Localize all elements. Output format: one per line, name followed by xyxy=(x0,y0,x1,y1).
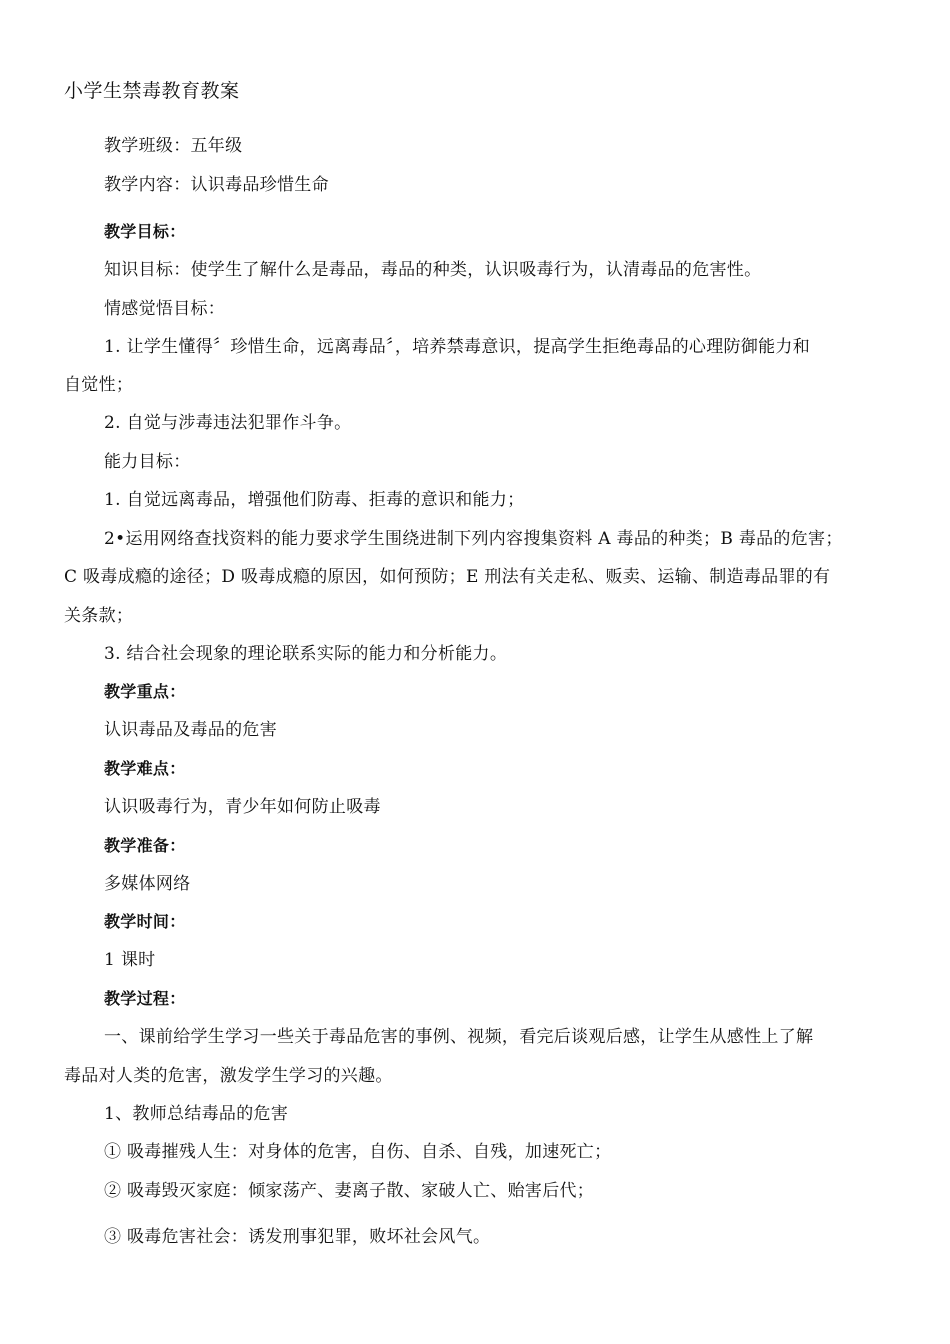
emotional-objective-heading: 情感觉悟目标： xyxy=(104,299,226,319)
difficulty-text: 认识吸毒行为，青少年如何防止吸毒 xyxy=(104,797,381,817)
preparation-heading: 教学准备： xyxy=(104,836,186,855)
time-text: 1 课时 xyxy=(104,950,156,970)
key-point-text: 认识毒品及毒品的危害 xyxy=(104,720,277,740)
difficulty-heading: 教学难点： xyxy=(104,759,186,778)
objectives-heading: 教学目标： xyxy=(104,222,186,241)
emotional-objective-1-line-1: 1. 让学生懂得〞珍惜生命，远离毒品〞，培养禁毒意识，提高学生拒绝毒品的心理防御能力和 xyxy=(104,337,811,357)
content-line: 教学内容：认识毒品珍惜生命 xyxy=(104,175,329,195)
key-point-heading: 教学重点： xyxy=(104,682,186,701)
ability-objective-3: 3. 结合社会现象的理论联系实际的能力和分析能力。 xyxy=(104,644,508,664)
time-heading: 教学时间： xyxy=(104,912,186,931)
ability-objective-2-line-1: 2•运用网络查找资料的能力要求学生围绕进制下列内容搜集资料 A 毒品的种类；B 毒品的危害； xyxy=(104,529,843,549)
ability-objective-2-line-2: C 吸毒成瘾的途径；D 吸毒成瘾的原因，如何预防；E 刑法有关走私、贩卖、运输、制造毒品罪的有 xyxy=(64,567,831,587)
harm-item-1: ① 吸毒摧残人生：对身体的危害，自伤、自杀、自残，加速死亡； xyxy=(104,1142,612,1162)
ability-objective-heading: 能力目标： xyxy=(104,452,191,472)
preparation-text: 多媒体网络 xyxy=(104,874,191,894)
process-heading: 教学过程： xyxy=(104,989,186,1008)
page-title: 小学生禁毒教育教案 xyxy=(64,80,240,102)
harm-summary-heading: 1、教师总结毒品的危害 xyxy=(104,1104,289,1124)
harm-item-3: ③ 吸毒危害社会：诱发刑事犯罪，败坏社会风气。 xyxy=(104,1227,491,1247)
emotional-objective-1-line-2: 自觉性； xyxy=(64,375,134,395)
harm-item-2: ② 吸毒毁灭家庭：倾家荡产、妻离子散、家破人亡、贻害后代； xyxy=(104,1181,595,1201)
class-line: 教学班级：五年级 xyxy=(104,136,243,156)
emotional-objective-2: 2. 自觉与涉毒违法犯罪作斗争。 xyxy=(104,413,352,433)
ability-objective-1: 1. 自觉远离毒品，增强他们防毒、拒毒的意识和能力； xyxy=(104,490,525,510)
process-intro-line-2: 毒品对人类的危害，激发学生学习的兴趣。 xyxy=(64,1066,393,1086)
process-intro-line-1: 一、课前给学生学习一些关于毒品危害的事例、视频，看完后谈观后感，让学生从感性上了解 xyxy=(104,1027,814,1047)
ability-objective-2-line-3: 关条款； xyxy=(64,606,134,626)
knowledge-objective: 知识目标：使学生了解什么是毒品，毒品的种类，认识吸毒行为，认清毒品的危害性。 xyxy=(104,260,762,280)
